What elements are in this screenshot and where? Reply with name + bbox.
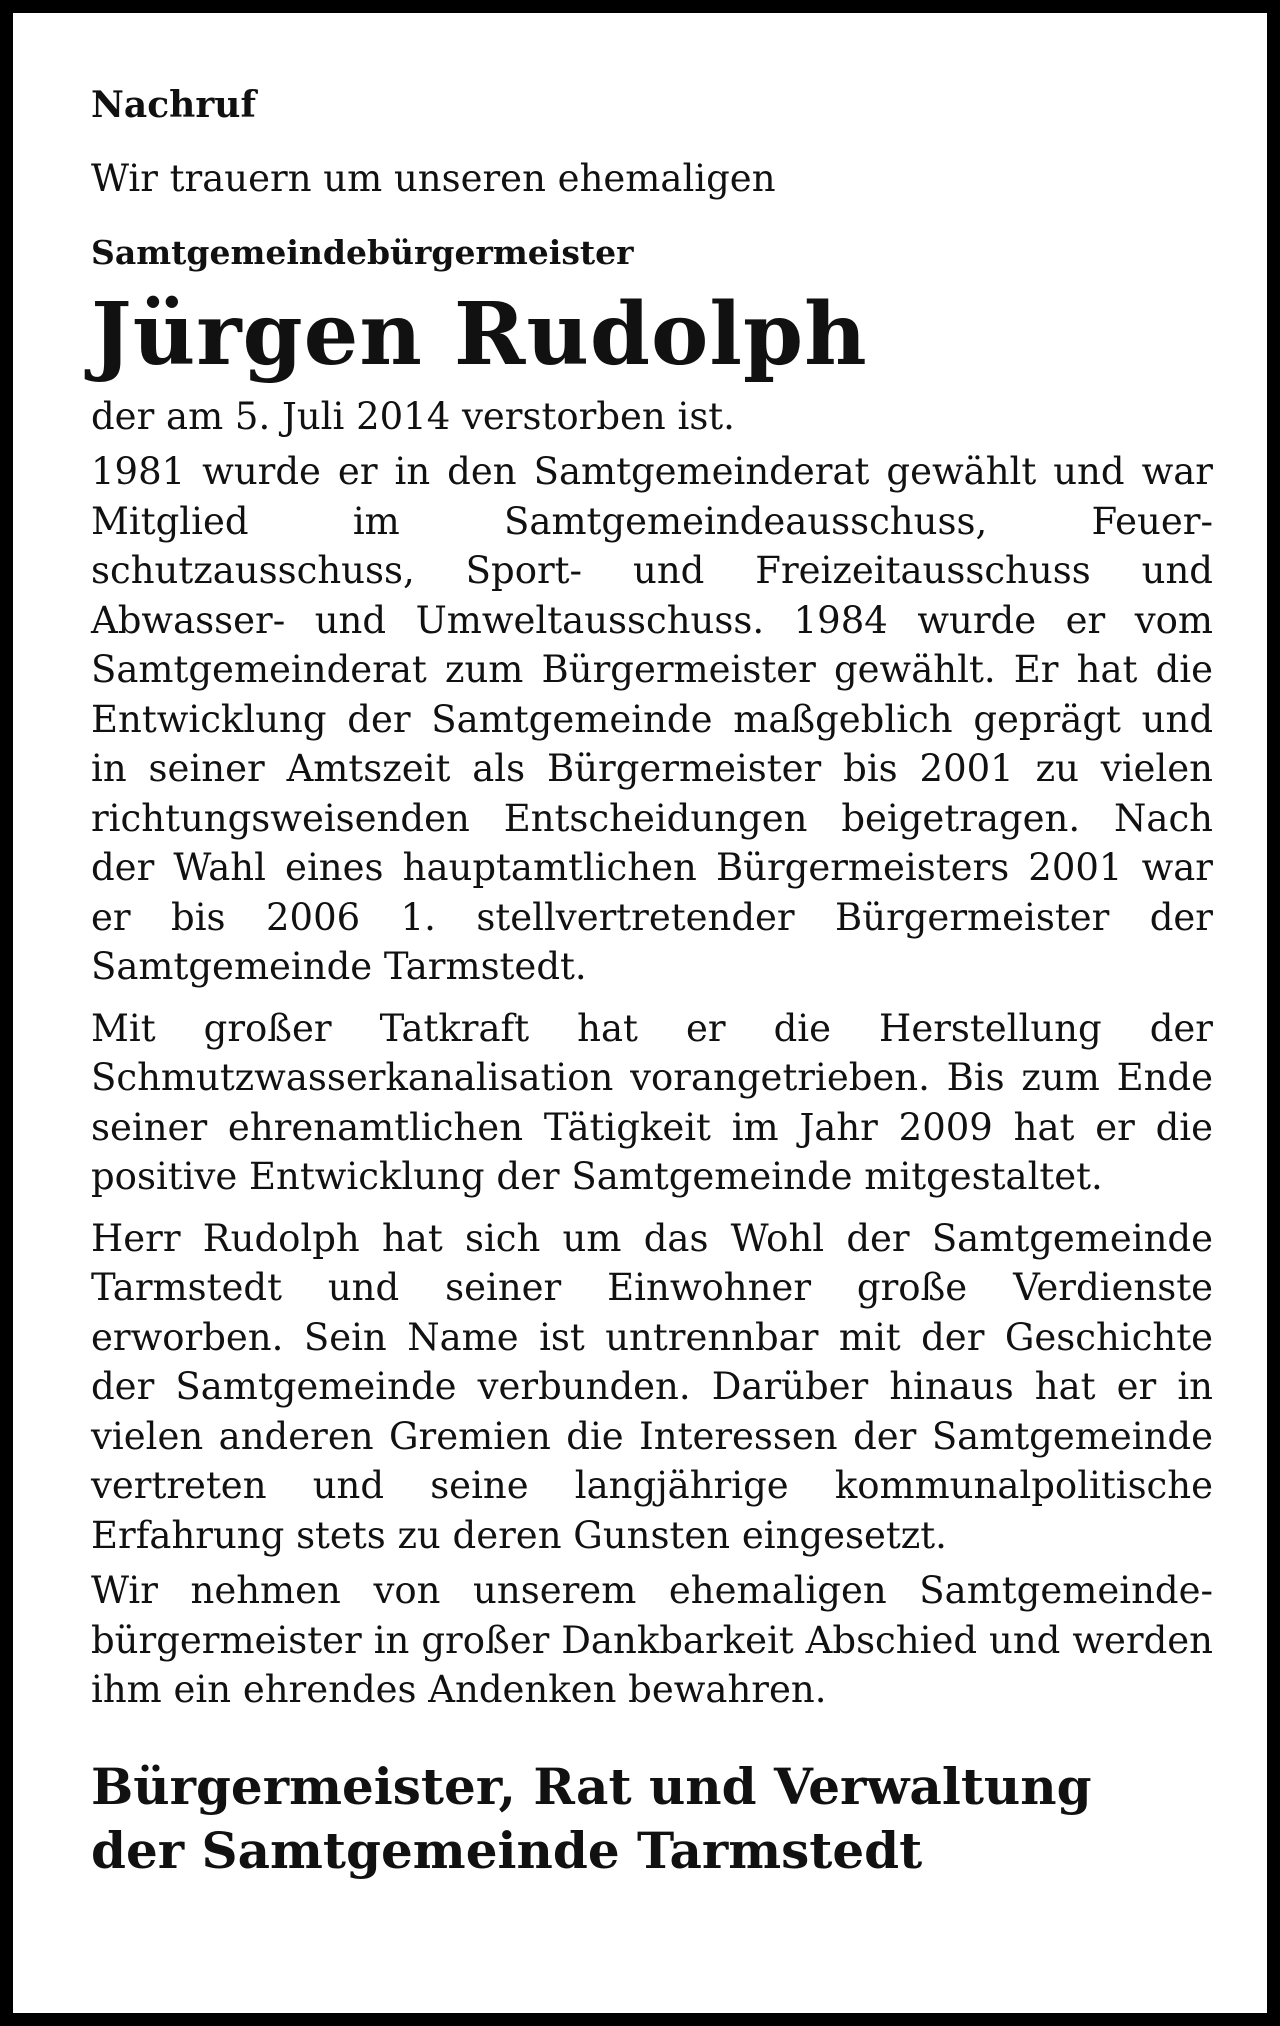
intro-text: Wir trauern um unseren ehemaligen — [91, 157, 776, 200]
obituary-content — [91, 79, 1213, 1883]
deceased-role: Samtgemeindebürgermeister — [91, 233, 634, 272]
achievements-paragraph: Mit großer Tatkraft hat er die Herstellung der Schmutzwasserkanalisation vorangetrieben. Bis zum Ende seiner ehrenamtlichen Tätigkeit im Jahr 2009 hat er die positive Entwicklung der Samtgemeinde mitgestaltet. — [91, 1006, 1213, 1198]
farewell-paragraph: Wir nehmen von unserem ehemaligen Samtgemeindebürgermeister in großer Dankbarkeit Abschied und werden ihm ein ehrendes Andenken bewahren. — [91, 1569, 1213, 1711]
signature-line-2: der Samtgemeinde Tarmstedt — [91, 1820, 923, 1880]
death-date-text: der am 5. Juli 2014 verstorben ist. — [91, 395, 735, 438]
deceased-name: Jürgen Rudolph — [91, 284, 868, 385]
notice-label: Nachruf — [91, 84, 256, 126]
biography-paragraph: 1981 wurde er in den Samtgemeinderat gewählt und war Mitglied im Samtgemeindeausschuss, Feuerschutzausschuss, Sport- und Freizeitausschuss und Abwasser- und Umweltausschuss. 1984 wurde er vom Samtgemeinderat zum Bürgermeister gewählt. Er hat die Entwicklung der Samtgemeinde maßgeblich geprägt und in seiner Amtszeit als Bürgermeister bis 2001 zu vielen richtungsweisenden Entscheidungen beigetragen. Nach der Wahl eines hauptamtlichen Bürgermeisters 2001 war er bis 2006 1. stellvertretender Bürgermeister der Samtgemeinde Tarmstedt. — [91, 450, 1213, 988]
merits-paragraph: Herr Rudolph hat sich um das Wohl der Samtgemeinde Tarmstedt und seiner Einwohner große Verdienste erworben. Sein Name ist untrennbar mit der Geschichte der Samtgemeinde verbunden. Darüber hinaus hat er in vielen anderen Gremien die Interessen der Samtgemeinde vertreten und seine langjährige kommunalpolitische Erfahrung stets zu deren Gunsten eingesetzt. — [91, 1216, 1213, 1557]
signature-line-1: Bürgermeister, Rat und Verwaltung — [91, 1756, 1092, 1816]
signature — [91, 1755, 1213, 1883]
